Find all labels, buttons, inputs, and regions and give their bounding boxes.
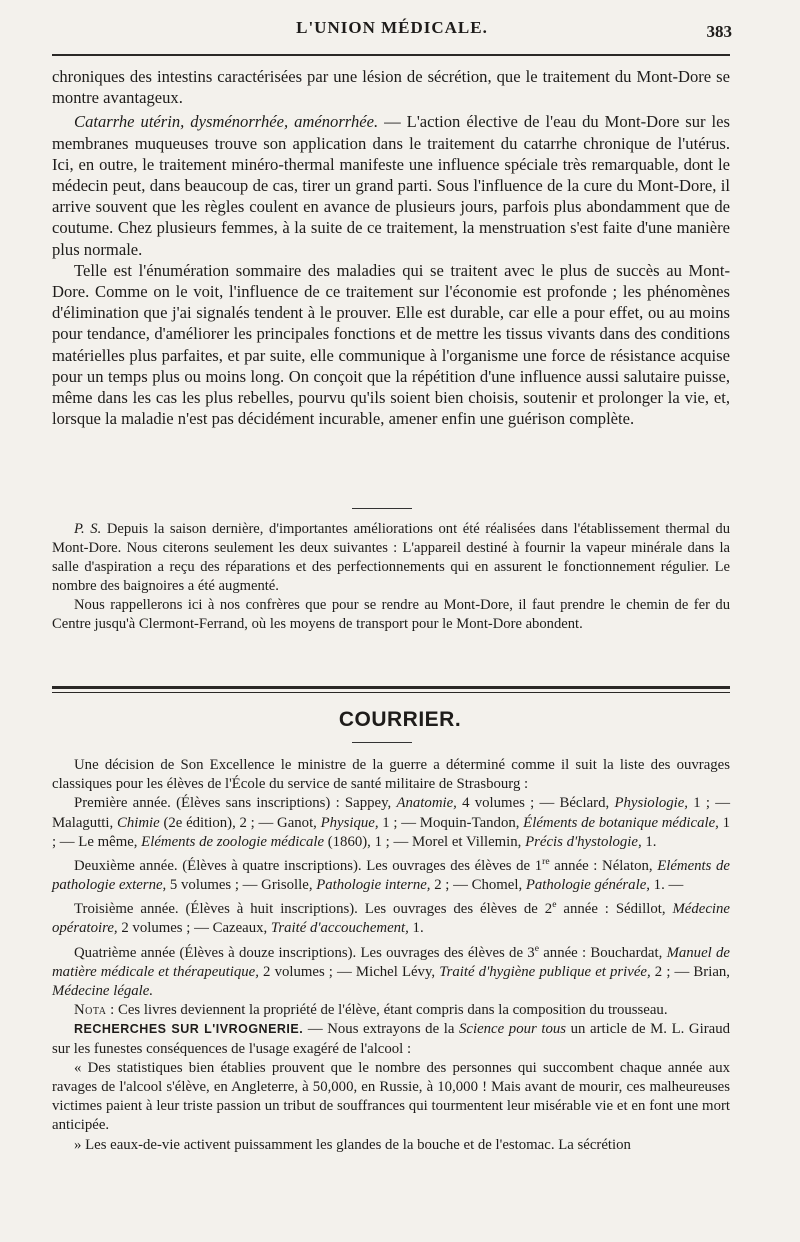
section-title-courrier: COURRIER. (338, 708, 462, 731)
year4-title: Manuel de matière médicale et thérapeutique, (52, 944, 730, 980)
title-underline (352, 742, 412, 743)
ivrognerie-text: — Nous extrayons de la (303, 1021, 460, 1038)
year3-text: 1. (408, 920, 424, 937)
paragraph-intestins: chroniques des intestins caractérisées par une lésion de sécrétion, que le traitement du Mont-Dore se montre avantageux. (52, 67, 730, 108)
year3-text: 2 volumes ; — Cazeaux, (117, 920, 271, 937)
year1-text: (1860), 1 ; — Morel et Villemin, (324, 833, 526, 850)
nota-text: : Ces livres deviennent la propriété de l'élève, étant compris dans la composition du trousseau. (106, 1002, 668, 1019)
ivrognerie-text: un article de M. L. Giraud sur les funestes conséquences de l'usage exagéré de l'alcool : (52, 1021, 731, 1057)
year1-title: Physiologie, (614, 795, 688, 812)
year3-text: année : Sédillot, (556, 901, 673, 918)
year4-title: Traité d'hygiène publique et privée, (439, 963, 651, 980)
article-continuation (52, 66, 730, 429)
year1-text: 1 ; — Moquin-Tandon, (378, 814, 524, 831)
year4-text: 2 ; — Brian, (650, 963, 731, 980)
year1-text: 1 ; — Le même, (52, 814, 730, 850)
courrier-year-2 (52, 852, 730, 895)
paragraph-catarrhe-lead: Catarrhe utérin, dysménorrhée, aménorrhée. (74, 112, 379, 132)
page-header (52, 14, 732, 44)
year2-superscript: re (542, 856, 550, 868)
year2-text: 1. — (649, 877, 684, 894)
year3-superscript: e (552, 899, 557, 911)
ivrognerie-heading: RECHERCHES SUR L'IVROGNERIE. (74, 1022, 304, 1037)
header-rule (52, 54, 730, 56)
year1-title: Anatomie, (396, 795, 457, 812)
courrier-year-4 (52, 939, 730, 1002)
ivrognerie-source: Science pour tous (459, 1021, 567, 1038)
year1-text: 1 ; — Malagutti, (52, 795, 730, 831)
year1-text: Première année. (Élèves sans inscriptions) : Sappey, (74, 795, 397, 812)
year2-text: 2 ; — Chomel, (430, 877, 526, 894)
year4-text: année : Bouchardat, (538, 944, 667, 961)
courrier-intro: Une décision de Son Excellence le ministre de la guerre a déterminé comme il suit la liste des ouvrages classiques pour les élèves de l'École du service de santé militaire de Strasbourg : (52, 757, 730, 793)
section-separator (352, 508, 412, 509)
year2-title: Eléments de pathologie externe, (52, 857, 731, 894)
year1-text: 4 volumes ; — Béclard, (456, 795, 615, 812)
courrier-quote-1: « Des statistiques bien établies prouvent que le nombre des personnes qui succombent chaque année aux ravages de l'alcool s'élève, en Angleterre, à 50,000, en Russie, à 10,000 ! Mais avant de mourir, ces malheureuses victimes paient à leur triste passion un tribut de souffrances qui tourmentent leur misérable vie et en font une mort anticipée. (52, 1059, 730, 1134)
year3-title: Médecine opératoire, (52, 901, 730, 937)
postscript-body: Depuis la saison dernière, d'importantes améliorations ont été réalisées dans l'établissement thermal du Mont-Dore. Nous citerons seulement les deux suivantes : L'appareil destiné à fournir la vapeur minérale dans la salle d'aspiration a reçu des réparations et des perfectionnements qui en assurent le fonctionnement régulier. Le nombre des baignoires a été augmenté. (52, 521, 730, 594)
courrier-quote-2: » Les eaux-de-vie activent puissamment les glandes de la bouche et de l'estomac. La sécrétion (74, 1136, 631, 1153)
paragraph-enumeration: Telle est l'énumération sommaire des maladies qui se traitent avec le plus de succès au Mont-Dore. Comme on le voit, l'influence de ce traitement sur l'économie est profonde ; les phénomènes d'élimination que j'ai signalés tendent à le prouver. Elle est durable, car elle a pour effet, ou au moins pour tendance, d'améliorer les principales fonctions et de mettre les tissus vivants dans des conditions matérielles plus parfaites, et par suite, elle communique à l'organisme une force de résistance acquise pour un temps plus ou moins long. On conçoit que la répétition d'une influence aussi salutaire puisse, même dans les cas les plus rebelles, pourvu qu'ils soient bien choisis, soutenir et prolonger la vie, et, lorsque la maladie n'est pas décidément incurable, amener enfin une guérison complète. (52, 260, 730, 429)
year1-title: Physique, (320, 814, 379, 831)
courrier-ivrognerie (52, 1020, 730, 1058)
postscript (52, 520, 730, 634)
postscript-paragraph-1 (52, 520, 730, 596)
courrier-column (52, 756, 730, 1155)
year4-title: Médecine légale. (52, 983, 154, 999)
year3-title: Traité d'accouchement, (270, 920, 409, 937)
year2-text: Deuxième année. (Élèves à quatre inscriptions). Les ouvrages des élèves de 1 (74, 857, 543, 874)
year2-text: 5 volumes ; — Grisolle, (166, 877, 317, 894)
paragraph-catarrhe (52, 111, 730, 259)
year3-text: Troisième année. (Élèves à huit inscriptions). Les ouvrages des élèves de 2 (74, 901, 553, 918)
page-number: 383 (706, 22, 732, 41)
year1-text: 1. (641, 833, 657, 850)
year4-superscript: e (534, 942, 539, 954)
section-double-rule-top (52, 686, 730, 689)
year1-text: (2e édition), 2 ; — Ganot, (159, 814, 321, 831)
courrier-year-1 (52, 794, 730, 852)
courrier-year-3 (52, 895, 730, 938)
year2-title: Pathologie interne, (316, 877, 431, 894)
year1-title: Précis d'hystologie, (525, 833, 642, 850)
year1-title: Chimie (116, 814, 160, 831)
year2-title: Pathologie générale, (525, 877, 650, 894)
nota-label: Nota (74, 1002, 107, 1019)
postscript-lead: P. S. (74, 521, 102, 537)
paragraph-catarrhe-body: — L'action élective de l'eau du Mont-Dore sur les membranes muqueuses trouve son application dans le traitement du catarrhe chronique de l'utérus. Ici, en outre, le traitement minéro-thermal manifeste une influence spéciale très remarquable, dont le médecin peut, dans beaucoup de cas, tirer un grand parti. Sous l'influence de la cure du Mont-Dore, il arrive souvent que les règles coulent en avance de plusieurs jours, parfois plus abondamment que de coutume. Chez plusieurs femmes, à la suite de ce traitement, la menstruation s'est faite d'une manière plus normale. (52, 112, 730, 259)
year1-title: Éléments de botanique médicale, (523, 814, 719, 831)
year4-text: 2 volumes ; — Michel Lévy, (258, 963, 440, 980)
year2-text: année : Nélaton, (549, 857, 658, 874)
year4-text: Quatrième année (Élèves à douze inscriptions). Les ouvrages des élèves de 3 (74, 944, 535, 961)
postscript-paragraph-2: Nous rappellerons ici à nos confrères que pour se rendre au Mont-Dore, il faut prendre le chemin de fer du Centre jusqu'à Clermont-Ferrand, où les moyens de transport pour le Mont-Dore abondent. (52, 597, 730, 632)
section-double-rule-bottom (52, 692, 730, 693)
courrier-nota (52, 1001, 730, 1020)
year1-title: Eléments de zoologie médicale (141, 833, 325, 850)
running-title: L'UNION MÉDICALE. (296, 18, 488, 37)
